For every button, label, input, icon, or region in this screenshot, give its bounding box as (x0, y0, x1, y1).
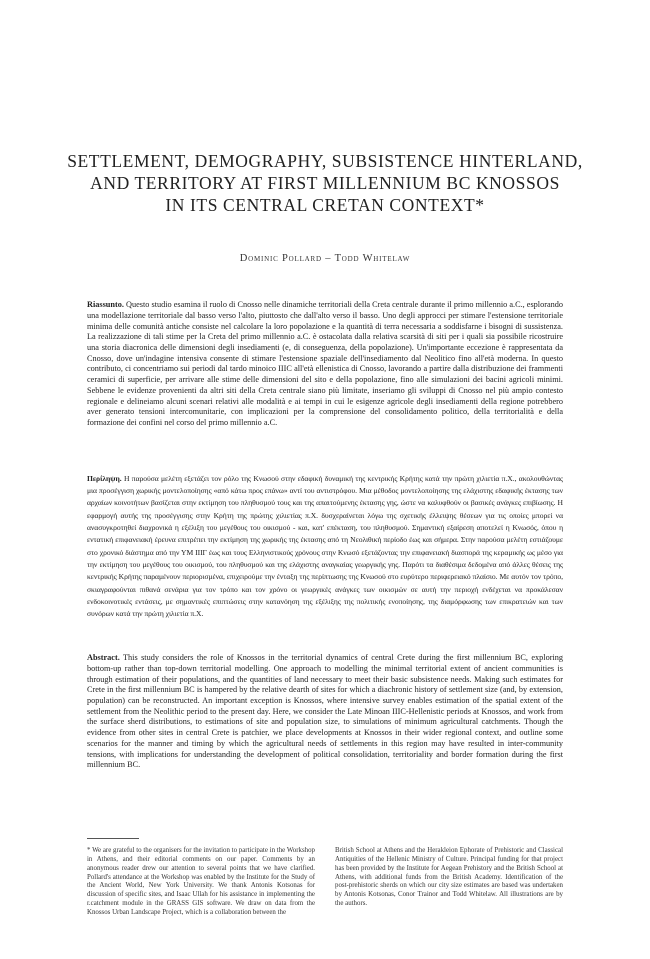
abstract-text: Η παρούσα μελέτη εξετάζει τον ρόλο της Κνωσού στην εδαφική δυναμική της κεντρικής Κρήτης κατά την πρώτη χιλιετία π.Χ., ακολουθώντας μια προσέγγιση χωρικής μοντελοποίησης «από κάτω προς επάνω» αντί του αντιστρόφου. Μια μέθοδος μοντελοποίησης της ελάχιστης εδαφικής έκτασης των αρχαίων κοινοτήτων βασίζεται στην εκτίμηση του πληθυσμού τους και της απαιτούμενης έκτασης γης, ώστε να καλυφθούν οι βασικές ανάγκες επιβίωσης. Η εφαρμογή αυτής της προσέγγισης στην Κρήτη της πρώτης χιλιετίας π.Χ. δυσχεραίνεται λόγω της σχετικής έλλειψης θέσεων για τις οποίες μπορεί να ανασυγκροτηθεί διαχρονικά η εξέλιξη του μεγέθους του οικισμού - και, κατ' επέκταση, του πληθυσμού. Σημαντική εξαίρεση αποτελεί η Κνωσός, όπου η εντατική επιφανειακή έρευνα επιτρέπει την εκτίμηση της χωρικής της έκτασης από τη Νεολιθική περίοδο έως και σήμερα. Στην παρούσα μελέτη εστιάζουμε στο χρονικό διάστημα από την ΥΜ ΙΙΙΓ έως και τους Ελληνιστικούς χρόνους στην Κνωσό εξετάζοντας την επιφανειακή διασπορά της κεραμικής ως μέσο για την εκτίμηση του μεγέθους του οικισμού, του πληθυσμού και της ελάχιστης αναγκαίας γεωργικής γης. Παρότι τα διαθέσιμα δεδομένα από άλλες θέσεις της κεντρικής Κρήτης παραμένουν περιορισμένα, επιχειρούμε την ένταξη της περίπτωσης της Κνωσού στο ευρύτερο περιφερειακό πλαίσιο. Με αυτόν τον τρόπο, σκιαγραφούνται πιθανά σενάρια για τον τρόπο και τον χρόνο οι γεωργικές ανάγκες των οικισμών σε αυτή την περιοχή ενδέχεται να προκάλεσαν ενδοκοινοτικές εντάσεις, με σημαντικές επιπτώσεις στην κατανόηση της εξέλιξης της πολιτικής ενοποίησης, της διαμόρφωσης των επικρατειών και των συνόρων κατά την πρώτη χιλιετία π.Χ. (87, 473, 563, 619)
footnote-left-column: * We are grateful to the organisers for the invitation to participate in the Workshop in Athens, and their editorial comments on our paper. Comments by an anonymous reader drew our attention to several points that we have clarified. Pollard's attendance at the Workshop was enabled by the Institute for the Study of the Ancient World, New York University. We thank Antonis Kotsonas for discussion of specific sites, and Isaac Ullah for his assistance in implementing the r.catchment module in the GRASS GIS software. We draw on data from the Knossos Urban Landscape Project, which is a collaboration between the (87, 847, 315, 916)
title-line: SETTLEMENT, DEMOGRAPHY, SUBSISTENCE HINTERLAND, (67, 151, 583, 171)
title-line: IN ITS CENTRAL CRETAN CONTEXT* (165, 195, 485, 215)
abstract-label: Abstract. (87, 653, 120, 663)
abstract-label: Περίληψη. (87, 473, 122, 483)
footnote-right-column: British School at Athens and the Herakleion Ephorate of Prehistoric and Classical Antiquities of the Hellenic Ministry of Culture. Principal funding for that project has been provided by the Institute for Aegean Prehistory and the British School at Athens, with additional funds from the British Academy. Identification of the post-prehistoric sherds on which our city size estimates are based was undertaken by Antonis Kotsonas, Conor Trainor and Todd Whitelaw. All illustrations are by the authors. (335, 847, 563, 908)
greek-abstract (87, 473, 563, 621)
abstract-text: Questo studio esamina il ruolo di Cnosso nelle dinamiche territoriali della Creta centrale durante il primo millennio a.C., esplorando una modellazione territoriale dal basso verso l'alto, piuttosto che dall'alto verso il basso. Uno degli approcci per stimare l'estensione territoriale minima delle comunità antiche consiste nel calcolare la loro popolazione e la quantità di terra necessaria a soddisfarne i bisogni di sussistenza. La realizzazione di tali stime per la Creta del primo millennio a.C. è ostacolata dalla relativa scarsità di siti per i quali sia possibile ricostruire una storia diacronica delle dimensioni degli insediamenti (e, di conseguenza, della popolazione). Un'importante eccezione è rappresentata da Cnosso, dove un'indagine intensiva consente di stimare l'estensione spaziale dell'insediamento dal Neolitico fino all'età moderna. In questo contributo, ci concentriamo sui periodi dal tardo minoico IIIC all'età ellenistica di Cnosso, lavorando a partire dalla distribuzione dei frammenti ceramici di superficie, per arrivare alle stime delle dimensioni del sito e della popolazione, fino alle simulazioni dei bacini agricoli minimi. Sebbene le evidenze provenienti da altri siti della Creta centrale siano più limitate, inseriamo gli sviluppi di Cnosso nel più ampio contesto regionale e delineiamo alcuni scenari relativi alle modalità e ai tempi in cui le esigenze agricole degli insediamenti della regione potrebbero aver generato tensioni intercomunitarie, con implicazioni per la comprensione del consolidamento politico, della territorialità e della formazione dei confini nel corso del primo millennio a.C. (87, 300, 563, 427)
english-abstract (87, 653, 563, 771)
abstract-label: Riassunto. (87, 300, 124, 310)
article-title (60, 150, 590, 216)
italian-abstract (87, 300, 563, 428)
author-line: Dominic Pollard – Todd Whitelaw (239, 253, 411, 264)
footnote-divider (87, 838, 139, 839)
abstract-text: This study considers the role of Knossos in the territorial dynamics of central Crete during the first millennium BC, exploring bottom-up rather than top-down territorial modelling. One approach to modelling the minimal territorial extent of ancient communities is through estimation of their populations, and the quantities of land necessary to meet their basic subsistence needs. Making such estimates for Crete in the first millennium BC is hampered by the relative dearth of sites for which a diachronic history of settlement size (and, by extension, population) can be reconstructed. An important exception is Knossos, where intensive survey enables estimation of the spatial extent of the settlement from the Neolithic period to the present day. Here, we consider the Late Minoan IIIC-Hellenistic periods at Knossos, and work from the surface sherd distributions, to estimations of site and population size, to simulations of minimum agricultural catchments. Though the evidence from other sites in central Crete is patchier, we place developments at Knossos in their wider regional context, and outline some scenarios for the manner and timing by which the agricultural needs of settlements in this region may have resulted in inter-community tensions, with implications for understanding the development of political consolidation, territoriality and border formation during the first millennium BC. (87, 653, 563, 770)
title-line: AND TERRITORY AT FIRST MILLENNIUM BC KNOSSOS (90, 173, 560, 193)
